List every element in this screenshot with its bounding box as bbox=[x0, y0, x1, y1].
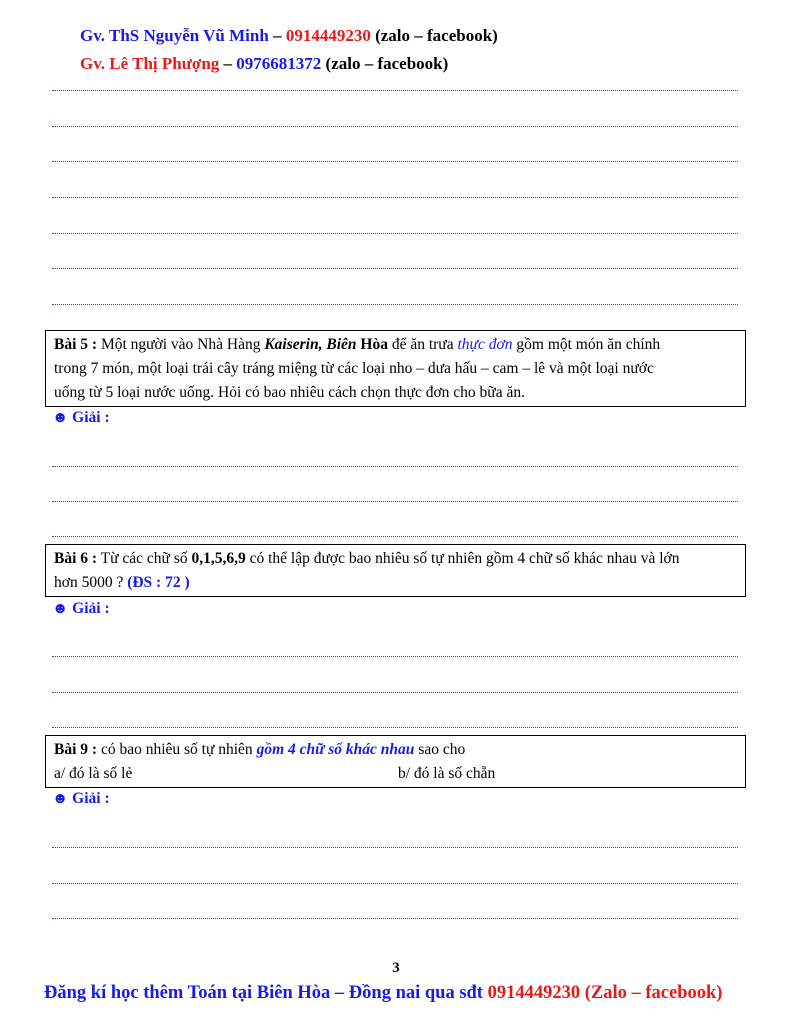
answer-line bbox=[52, 233, 738, 234]
part-a: a/ đó là số lẻ bbox=[54, 765, 133, 782]
exercise-6-box bbox=[45, 544, 746, 597]
answer-key: (ĐS : 72 ) bbox=[127, 574, 190, 591]
solution-label: ☻ Giải : bbox=[52, 409, 110, 426]
exercise-6-text-2: có thể lập được bao nhiêu số tự nhiên gồm 4 chữ số khác nhau và lớn bbox=[245, 550, 680, 567]
footer-phone: 0914449230 (Zalo – facebook) bbox=[487, 983, 723, 1003]
exercise-5-line-3: uống từ 5 loại nước uống. Hỏi có bao nhiêu cách chọn thực đơn cho bữa ăn. bbox=[54, 384, 525, 401]
answer-line bbox=[52, 197, 738, 198]
answer-line bbox=[52, 304, 738, 305]
page-number: 3 bbox=[392, 960, 400, 976]
exercise-5-box bbox=[45, 330, 746, 407]
four-distinct-digits: gồm 4 chữ số khác nhau bbox=[256, 741, 415, 758]
exercise-9-line-2 bbox=[54, 762, 737, 786]
exercise-5-text-2: để ăn trưa bbox=[387, 336, 458, 353]
exercise-6-label: Bài 6 : bbox=[54, 550, 98, 567]
answer-line bbox=[52, 466, 738, 467]
header-note-2: (zalo – facebook) bbox=[321, 54, 449, 73]
solution-label: ☻ Giải : bbox=[52, 600, 110, 617]
exercise-5-text: Một người vào Nhà Hàng bbox=[97, 336, 265, 353]
exercise-5-label: Bài 5 : bbox=[54, 336, 98, 353]
part-b: b/ đó là số chẵn bbox=[398, 765, 496, 782]
exercise-9-label: Bài 9 : bbox=[54, 741, 98, 758]
exercise-9-text-2: sao cho bbox=[414, 741, 466, 758]
teacher-name-1: Gv. ThS Nguyễn Vũ Minh bbox=[80, 26, 269, 45]
answer-line bbox=[52, 692, 738, 693]
answer-line bbox=[52, 536, 738, 537]
digit-set: 0,1,5,6,9 bbox=[191, 550, 246, 567]
answer-line bbox=[52, 727, 738, 728]
header-note-1: (zalo – facebook) bbox=[370, 26, 498, 45]
exercise-9-line-1 bbox=[54, 738, 737, 762]
answer-line bbox=[52, 90, 738, 91]
exercise-6-text: Từ các chữ số bbox=[97, 550, 192, 567]
exercise-9-text: có bao nhiêu số tự nhiên bbox=[97, 741, 257, 758]
exercise-5-line-2: trong 7 món, một loại trái cây tráng miệng từ các loại nho – dưa hấu – cam – lê và một loại nước bbox=[54, 360, 654, 377]
exercise-6-line-2 bbox=[54, 571, 737, 595]
teacher-name-2: Gv. Lê Thị Phượng bbox=[80, 54, 220, 73]
answer-line bbox=[52, 126, 738, 127]
header-sep-1: – bbox=[268, 26, 286, 45]
answer-line bbox=[52, 883, 738, 884]
answer-line bbox=[52, 918, 738, 919]
header-line-1 bbox=[80, 25, 498, 47]
header-sep-2: – bbox=[219, 54, 237, 73]
footer-text: Đăng kí học thêm Toán tại Biên Hòa – Đồng nai qua sđt bbox=[44, 983, 488, 1003]
header-line-2 bbox=[80, 53, 448, 75]
exercise-6-text-3: hơn 5000 ? bbox=[54, 574, 128, 591]
answer-line bbox=[52, 268, 738, 269]
restaurant-name: Kaiserin, Biên bbox=[264, 336, 357, 353]
answer-line bbox=[52, 656, 738, 657]
exercise-9-box bbox=[45, 735, 746, 788]
answer-line bbox=[52, 847, 738, 848]
footer bbox=[44, 983, 722, 1004]
answer-line bbox=[52, 501, 738, 502]
teacher-phone-2: 0976681372 bbox=[236, 54, 322, 73]
solution-label: ☻ Giải : bbox=[52, 790, 110, 807]
teacher-phone-1: 0914449230 bbox=[285, 26, 371, 45]
menu-term: thực đơn bbox=[457, 336, 513, 353]
exercise-5-line-1 bbox=[54, 333, 737, 357]
exercise-6-line-1 bbox=[54, 547, 737, 571]
restaurant-name-end: Hòa bbox=[356, 336, 388, 353]
answer-line bbox=[52, 161, 738, 162]
exercise-5-text-3: gồm một món ăn chính bbox=[512, 336, 661, 353]
